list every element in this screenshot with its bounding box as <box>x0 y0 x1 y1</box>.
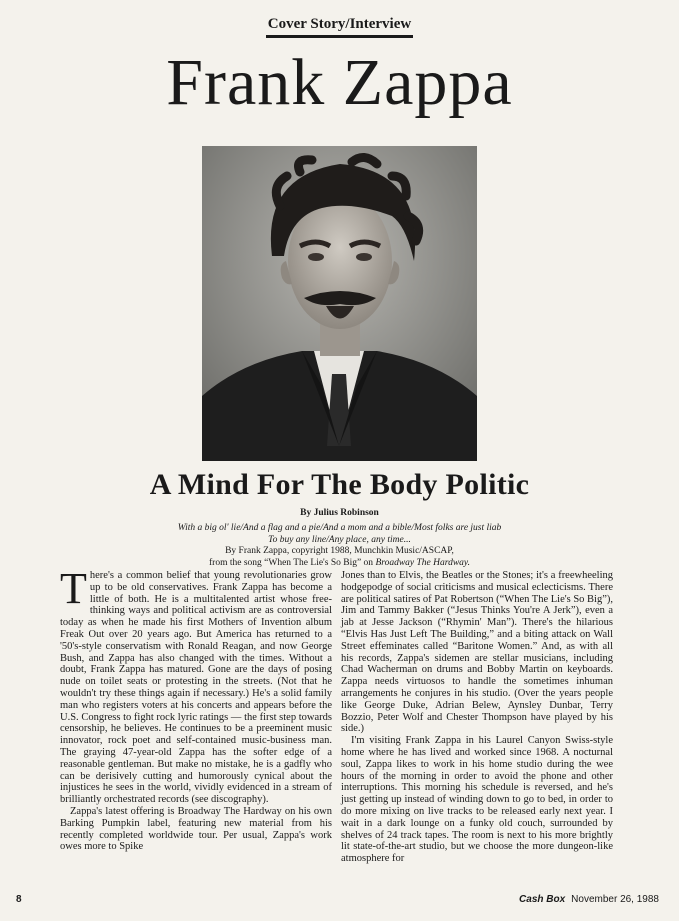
column2-paragraph2: I'm visiting Frank Zappa in his Laurel Canyon Swiss-style home where he has lived and worked since 1968. A nocturnal soul, Zappa likes to work in his home studio during the wee hours of the morning in order to avoid the phone and other interruptions. This morning his schedule is reversed, and he's just getting up instead of winding down to go to bed, in order to do more mixing on live tracks to be released early next year. I wait in a dark lounge on a funky old couch, surrounded by shelves of 24 track tapes. The room is next to his more brightly lit state-of-the-art studio, but we choose the more dungeon-like atmosphere for <box>341 735 613 865</box>
portrait-photo <box>202 146 477 461</box>
page-title: Frank Zappa <box>166 46 513 119</box>
epigraph-credit-album: Broadway The Hardway. <box>375 557 470 568</box>
epigraph-credit-line2 <box>110 558 569 570</box>
article-column-right <box>341 570 613 865</box>
article-column-left <box>60 564 332 853</box>
epigraph <box>110 523 569 569</box>
byline: By Julius Robinson <box>300 508 379 518</box>
column1-paragraph1 <box>60 564 332 806</box>
section-label <box>0 16 679 38</box>
drop-cap: T <box>60 564 87 613</box>
epigraph-credit-line1: By Frank Zappa, copyright 1988, Munchkin Music/ASCAP, <box>225 546 454 556</box>
epigraph-lyric-line1: With a big ol' lie/And a flag and a pie/And a mom and a bible/Most folks are just liab <box>177 523 502 533</box>
footer-publication <box>519 894 659 905</box>
column1-paragraph1-text: here's a common belief that young revolutionaries grow up to be old conservatives. Frank Zappa has become a little of both. He is a multitalented artist whose free-thinking ways and political activism are as controversial today as when he made his first Mothers of Invention album Freak Out over 20 years ago. But America has returned to a '50's-style conservatism with Ronald Reagan, and now George Bush, and Zappa has also changed with the times. Without a doubt, Frank Zappa has matured. Gone are the days of posing nude on toilet seats or protesting in the streets. (Not that he wouldn't try these things again if necessary.) He's a solid family man who registers voters at his concerts and appears before the U.S. Congress to fight rock lyric ratings — the first step towards censorship, he believes. He continues to be a preeminent music innovator, rock poet and self-contained music-business man. The graying 47-year-old Zappa has the softer edge of a reasonable gentleman. But make no mistake, he is a gadfly who can be derisively cutting and humorously cynical about the injustices he sees in the world, vividly evidenced in a stream of brilliantly orchestrated records (see discography). <box>60 570 332 806</box>
magazine-name: Cash Box <box>519 894 566 905</box>
column2-paragraph1: Jones than to Elvis, the Beatles or the Stones; it's a freewheeling hodgepodge of social criticisms and musical eclecticisms. There are political satires of Pat Robertson (“When The Lie's So Big”), Jim and Tammy Bakker (“Jesus Thinks You're A Jerk”), even a jab at Jesse Jackson (“Rhymin' Man”). There's the hilarious “Elvis Has Just Left The Building,” and a biting attack on Wall Street effeminates called “Baritone Women.” And, as with all his records, Zappa's sidemen are stellar musicians, including Chad Wacherman on drums and Bobby Martin on keyboards. Zappa needs virtuosos to handle the sometimes inhuman arrangements he conjures in his studio. (Over the years people like George Duke, Adrian Belew, Aynsley Dunbar, Terry Bozzio, Peter Wolf and Chester Thompson have played by his side.) <box>341 570 614 735</box>
epigraph-lyric-line2: To buy any line/Any place, any time... <box>268 534 411 545</box>
page-number: 8 <box>16 894 22 905</box>
epigraph-credit-source: from the song “When The Lie's So Big” on <box>209 557 376 568</box>
column1-paragraph2: Zappa's latest offering is Broadway The Hardway on his own Barking Pumpkin label, featuring new material from his recently completed worldwide tour. Per usual, Zappa's work owes more to Spike <box>60 805 332 853</box>
issue-date: November 26, 1988 <box>571 894 659 905</box>
section-label-text: Cover Story/Interview <box>266 16 413 38</box>
portrait-illustration <box>202 146 477 461</box>
article-headline: A Mind For The Body Politic <box>149 468 530 501</box>
